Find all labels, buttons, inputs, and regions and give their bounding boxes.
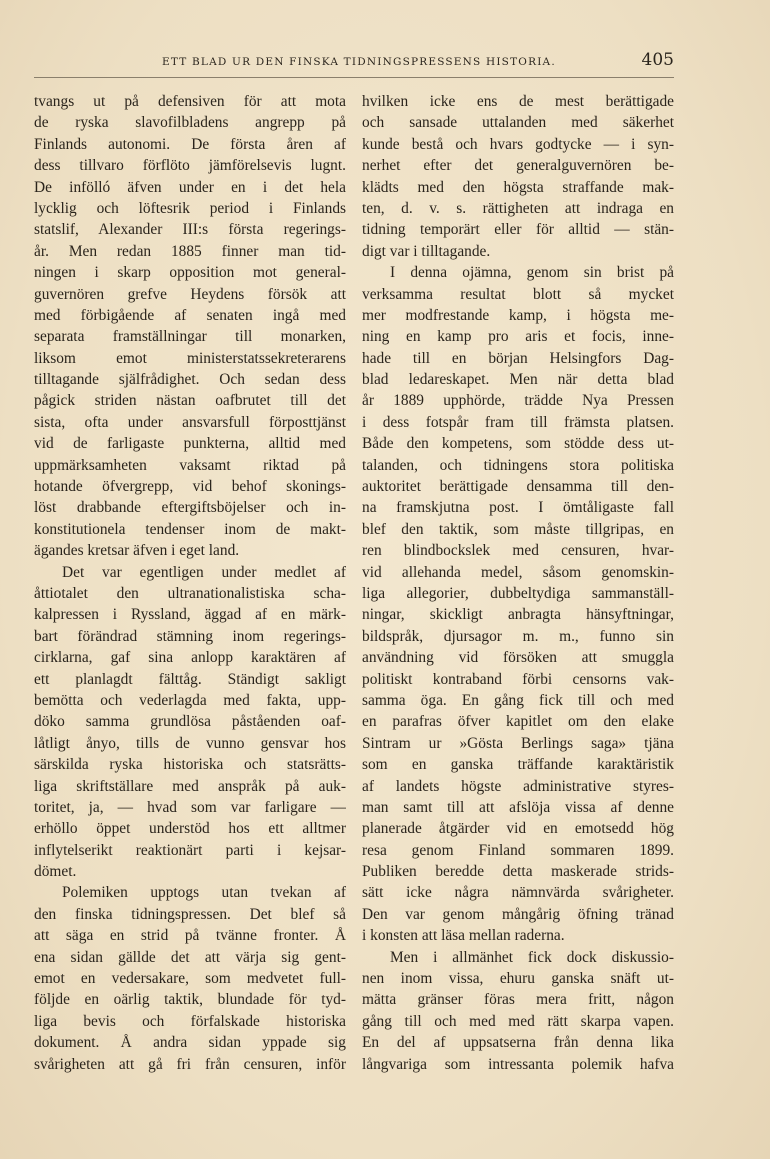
text-line: ett planlagdt fälttåg. Ständigt sakligt [34, 670, 346, 688]
running-title: ETT BLAD UR DEN FINSKA TIDNINGSPRESSENS HISTORIA. [162, 56, 556, 68]
text-line: dömet. [34, 863, 77, 881]
text-line: att säga en strid på tvänne fronter. Å [34, 927, 346, 945]
text-line: sista, ofta under ansvarsfull förposttjänst [34, 413, 346, 431]
text-line: mer modfrestande kamp, i högsta me- [362, 306, 674, 324]
text-line: vid allehanda medel, såsom genomskin- [362, 563, 674, 581]
text-line: af landets högste administrative styres- [362, 777, 674, 795]
text-line: auktoritet berättigade densamma till den- [362, 478, 674, 496]
text-line: mätta gränser föras mera fritt, någon [362, 991, 674, 1009]
text-line: ren blindbockslek med censuren, hvar- [362, 542, 674, 560]
text-line: ten, d. v. s. rättigheten att indraga en [362, 199, 674, 217]
text-line: verksamma resultat blott så mycket [362, 285, 674, 303]
text-line: dess tillvaro förflöto jämförelsevis lugnt. [34, 157, 346, 175]
text-line: politiskt kontraband förbi censorns vak- [362, 670, 674, 688]
text-line: kunde bestå och hvars godtycke — i syn- [362, 135, 674, 153]
text-line: na framskjutna post. I ömtåligaste fall [362, 499, 674, 517]
text-line: de ryska slavofilbladens angrepp på [34, 114, 346, 132]
text-line: som en ganska träffande karaktäristik [362, 756, 674, 774]
text-line: döko samma grundlösa påståenden oaf- [34, 713, 346, 731]
text-line: bildspråk, djursagor m. m., funno sin [362, 627, 674, 645]
text-line: uppmärksamheten vaksamt riktad på [34, 456, 346, 474]
text-line: liga allegorier, dubbeltydiga sammanställ- [362, 584, 674, 602]
text-line: lycklig och löftesrik period i Finlands [34, 199, 346, 217]
header-rule [34, 77, 674, 78]
text-line: blef den taktik, som måste tillgripas, en [362, 520, 674, 538]
text-line: liga skriftställare med anspråk på auk- [34, 777, 346, 795]
text-line: och sansade uttalanden med säkerhet [362, 114, 674, 132]
text-line: kalpressen i Ryssland, äggad af en märk- [34, 606, 346, 624]
text-line: nen inom vissa, ehuru ganska snäft ut- [362, 970, 674, 988]
text-line: digt var i tilltagande. [362, 242, 491, 260]
text-line: liga bevis och förfalskade historiska [34, 1012, 346, 1030]
text-line: användning vid försöken att smuggla [362, 649, 674, 667]
text-line: år 1889 upphörde, trädde Nya Pressen [362, 392, 674, 410]
text-line: ning en kamp pro aris et focis, inne- [362, 328, 674, 346]
text-line: Det var egentligen under medlet af [62, 563, 346, 581]
text-line: långvariga som intressanta polemik hafva [362, 1055, 674, 1073]
text-line: låtligt ånyo, tills de vunno gensvar hos [34, 734, 346, 752]
text-line: Men i allmänhet fick dock diskussio- [390, 948, 674, 966]
text-line: en parafras öfver kapitlet om den elake [362, 713, 674, 731]
text-line: följde en oärlig taktik, blundade för tyd- [34, 991, 346, 1009]
text-line: särskilda ryska historiska och statsrätts- [34, 756, 346, 774]
text-line: ägandes kretsar äfven i eget land. [34, 542, 240, 560]
text-line: tidning temporärt eller för alltid — stän- [362, 221, 674, 239]
text-line: samma öga. En gång fick till och med [362, 691, 674, 709]
text-line: åttiotalet den ultranationalistiska scha- [34, 584, 346, 602]
text-line: separata framställningar till monarken, [34, 328, 346, 346]
text-line: inflytelserikt reaktionärt parti i kejsar- [34, 841, 346, 859]
text-line: den finska tidningspressen. Det blef så [34, 905, 346, 923]
text-line: I denna ojämna, genom sin brist på [390, 264, 674, 282]
text-line: blad ledareskapet. Men när detta blad [362, 371, 674, 389]
text-line: bart förändrad stämning inom regerings- [34, 627, 346, 645]
page-number: 405 [641, 50, 674, 70]
page-header [34, 50, 674, 74]
text-line: hotande öfvergrepp, vid behof skonings- [34, 478, 346, 496]
left-column [34, 91, 346, 1075]
text-line: konstitutionela tendenser inom de makt- [34, 520, 346, 538]
text-line: tvangs ut på defensiven för att mota [34, 93, 346, 110]
text-line: med förbigående af senaten ingå med [34, 306, 346, 324]
text-line: löst drabbande eftergiftsböjelser och in- [34, 499, 346, 517]
text-line: Sintram ur »Gösta Berlings saga» tjäna [362, 734, 674, 752]
text-line: ningen i skarp opposition mot general- [34, 264, 346, 282]
text-line: ningar, skickligt anbragta hänsyftningar, [362, 606, 674, 624]
text-line: pågick striden nästan oafbrutet till det [34, 392, 346, 410]
text-line: man samt till att afslöja vissa af denne [362, 798, 674, 816]
text-line: Polemiken upptogs utan tvekan af [62, 884, 346, 902]
text-line: Både den kompetens, som stödde dess ut- [362, 435, 674, 453]
text-line: toritet, ja, — hvad som var farligare — [34, 798, 346, 816]
text-line: år. Men redan 1885 finner man tid- [34, 242, 346, 260]
text-line: statslif, Alexander III:s första regerings- [34, 221, 346, 239]
text-line: nerhet efter det generalguvernören be- [362, 157, 674, 175]
text-line: sätt icke några nämnvärda svårigheter. [362, 884, 674, 902]
text-line: Publiken beredde detta maskerade strids- [362, 863, 674, 881]
text-line: ena sidan gällde det att värja sig gent- [34, 948, 346, 966]
text-line: Den var genom mångårig öfning tränad [362, 905, 674, 923]
text-line: i konsten att läsa mellan raderna. [362, 927, 565, 945]
text-line: i dess fotspår fram till främsta platsen. [362, 413, 674, 431]
text-line: cirklarna, gaf sina anlopp karaktären af [34, 649, 346, 667]
text-line: En del af uppsatserna från denna lika [362, 1034, 674, 1052]
text-line: hvilken icke ens de mest berättigade [362, 93, 674, 110]
right-column [362, 91, 674, 1075]
text-line: emot en vedersakare, som medvetet full- [34, 970, 346, 988]
text-line: talanden, och tidningens stora politiska [362, 456, 674, 474]
text-line: planerade åtgärder vid en emotsedd hög [362, 820, 674, 838]
text-line: De infölló äfven under en i det hela [34, 178, 346, 196]
text-line: Finlands autonomi. De första åren af [34, 135, 346, 153]
text-line: svårigheten att gå fri från censuren, inför [34, 1055, 346, 1073]
text-line: resa genom Finland sommaren 1899. [362, 841, 674, 859]
text-line: tilltagande själfrådighet. Och sedan dess [34, 371, 346, 389]
text-line: gång till och med med rätt skarpa vapen. [362, 1012, 674, 1030]
text-line: liksom emot ministerstatssekreterarens [34, 349, 346, 367]
text-line: hade till en början Helsingfors Dag- [362, 349, 674, 367]
text-line: dokument. Å andra sidan yppade sig [34, 1034, 346, 1052]
text-line: guvernören grefve Heydens försök att [34, 285, 346, 303]
text-line: bemötta och vederlagda med fakta, upp- [34, 691, 346, 709]
text-line: vid de farligaste punkterna, alltid med [34, 435, 346, 453]
text-line: klädts med den högsta straffande mak- [362, 178, 674, 196]
text-line: erhöllo öppet understöd hos ett alltmer [34, 820, 346, 838]
